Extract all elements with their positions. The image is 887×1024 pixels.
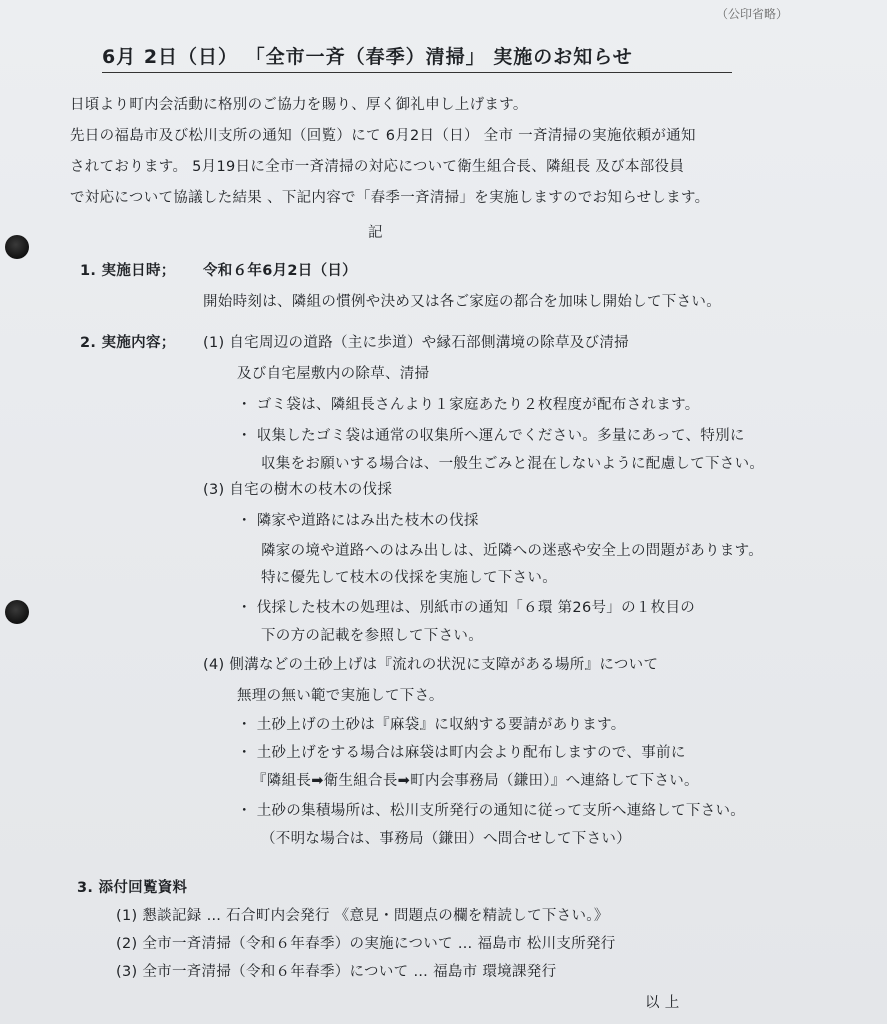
- closing-mark: 以 上: [645, 995, 680, 1011]
- bullet-item: 下の方の記載を参照して下さい。: [261, 628, 483, 644]
- seal-omitted-note: （公印省略）: [716, 7, 789, 21]
- section2-item: (3) 自宅の樹木の枝木の伐採: [203, 482, 393, 498]
- section1-note: 開始時刻は、隣組の慣例や決め又は各ご家庭の都合を加味し開始して下さい。: [203, 294, 721, 310]
- punch-hole: [5, 235, 29, 259]
- ki-heading: 記: [368, 225, 383, 241]
- bullet-item: ・ 土砂上げの土砂は『麻袋』に収納する要請があります。: [237, 717, 626, 733]
- bullet-item: 特に優先して枝木の伐採を実施して下さい。: [261, 570, 557, 586]
- bullet-item: （不明な場合は、事務局（鎌田）へ問合せして下さい）: [261, 831, 631, 847]
- bullet-item: ・ 土砂の集積場所は、松川支所発行の通知に従って支所へ連絡して下さい。: [237, 803, 746, 819]
- attachment-item: (2) 全市一斉清掃（令和６年春季）の実施について … 福島市 松川支所発行: [116, 936, 616, 952]
- intro-line: 先日の福島市及び松川支所の通知（回覧）にて 6月2日（日） 全市 一斉清掃の実施依頼が通知: [70, 128, 696, 144]
- bullet-item: 『隣組長➡衛生組合長➡町内会事務局（鎌田）』へ連絡して下さい。: [252, 773, 699, 789]
- bullet-item: ・ 土砂上げをする場合は麻袋は町内会より配布しますので、事前に: [237, 745, 686, 761]
- intro-line: 日頃より町内会活動に格別のご協力を賜り、厚く御礼申し上げます。: [70, 97, 528, 113]
- intro-line: で対応について協議した結果 、下記内容で「春季一斉清掃」を実施しますのでお知らせします。: [70, 190, 710, 206]
- page-title: 6月 2日（日） 「全市一斉（春季）清掃」 実施のお知らせ: [102, 42, 732, 73]
- bullet-item: ・ 隣家や道路にはみ出た枝木の伐採: [237, 513, 479, 529]
- punch-hole: [5, 600, 29, 624]
- bullet-item: ・ 伐採した枝木の処理は、別紙市の通知「６環 第26号」の１枚目の: [237, 600, 696, 616]
- section1-label: 1. 実施日時；: [80, 263, 176, 279]
- section3-label: 3. 添付回覧資料: [77, 880, 188, 896]
- attachment-item: (3) 全市一斉清掃（令和６年春季）について … 福島市 環境課発行: [116, 964, 557, 980]
- bullet-item: ・ ゴミ袋は、隣組長さんより１家庭あたり２枚程度が配布されます。: [237, 397, 700, 413]
- attachment-item: (1) 懇談記録 … 石合町内会発行 《意見・問題点の欄を精読して下さい。》: [116, 908, 609, 924]
- section2-label: 2. 実施内容；: [80, 335, 176, 351]
- section1-date: 令和６年6月2日（日）: [203, 263, 357, 279]
- section2-item: (1) 自宅周辺の道路（主に歩道）や縁石部側溝境の除草及び清掃: [203, 335, 629, 351]
- intro-line: されております。 5月19日に全市一斉清掃の対応について衛生組合長、隣組長 及び本部役員: [70, 159, 685, 175]
- bullet-item: 収集をお願いする場合は、一般生ごみと混在しないように配慮して下さい。: [261, 456, 765, 472]
- section2-item: 無理の無い範で実施して下さ。: [237, 688, 444, 704]
- section2-item: (4) 側溝などの土砂上げは『流れの状況に支障がある場所』について: [203, 657, 659, 673]
- bullet-item: 隣家の境や道路へのはみ出しは、近隣への迷惑や安全上の問題があります。: [261, 543, 764, 559]
- section2-item: 及び自宅屋敷内の除草、清掃: [237, 366, 430, 382]
- bullet-item: ・ 収集したゴミ袋は通常の収集所へ運んでください。多量にあって、特別に: [237, 428, 745, 444]
